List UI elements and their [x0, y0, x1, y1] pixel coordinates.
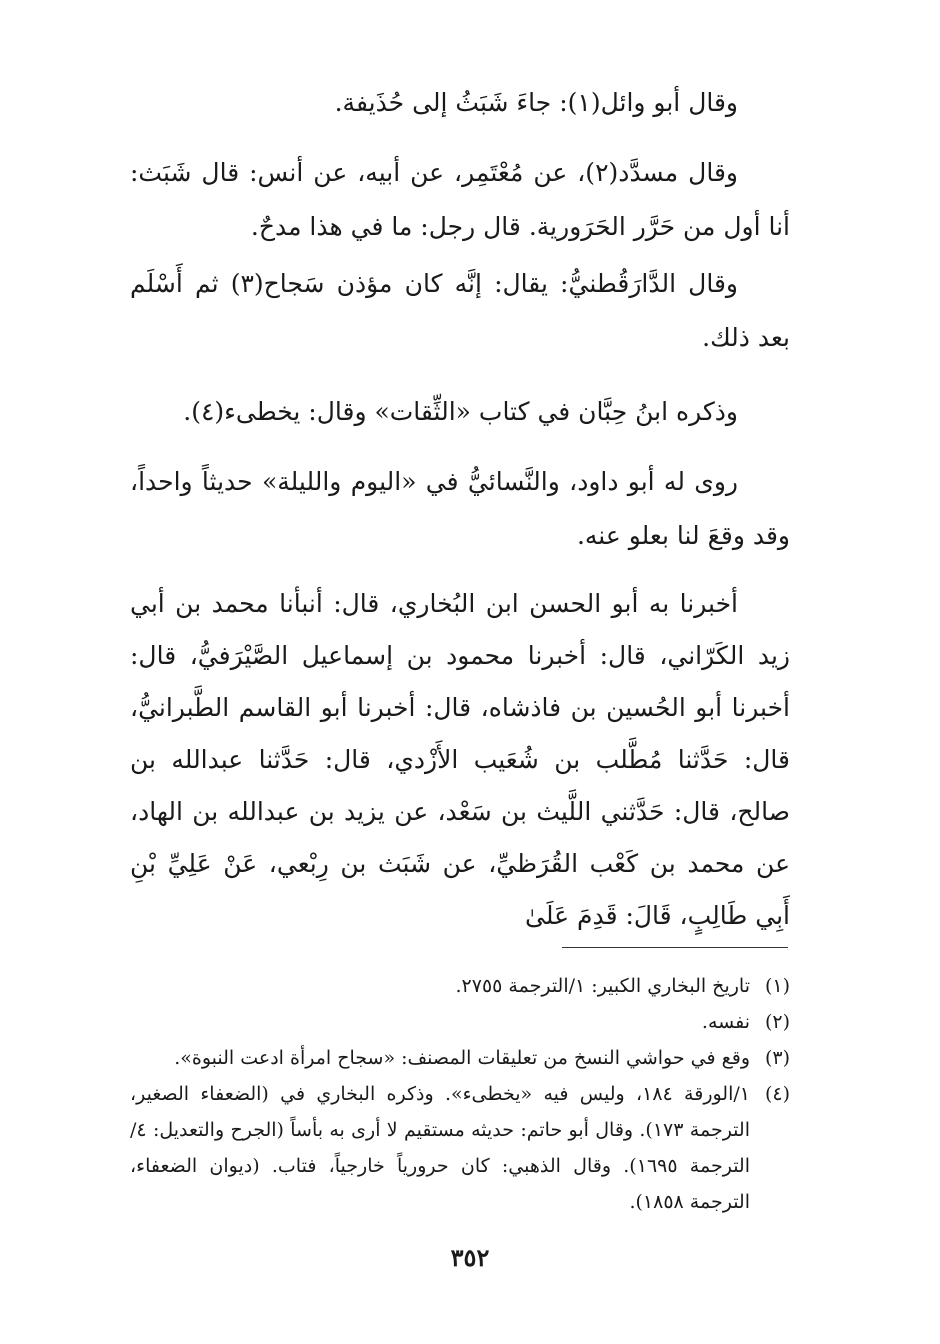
paragraph-riwaya: روى له أبو داود، والنَّسائيُّ في «اليوم والليلة» حديثاً واحداً، وقد وقعَ لنا بعلو عنه. — [130, 467, 790, 550]
paragraph-isnad: أخبرنا به أبو الحسن ابن البُخاري، قال: أنبأنا محمد بن أبي زيد الكَرّاني، قال: أخبرنا محمود بن إسماعيل الصَّيْرَفيُّ، قال: أخبرنا أبو الحُسين بن فاذشاه، قال: أخبرنا أبو القاسم الطَّبرانيُّ، قال: حَدَّثنا مُطَّلب بن شُعَيب الأَزْدي، قال: حَدَّثنا عبدالله بن صالح، قال: حَدَّثني اللَّيث بن سَعْد، عن يزيد بن عبدالله بن الهاد، عن محمد بن كَعْب القُرَظيِّ، عن شَبَث بن رِبْعي، عَنْ عَلِيِّ بْنِ أَبِي طَالِبٍ، قَالَ: قَدِمَ عَلَىٰ — [130, 589, 790, 930]
footnote-4 — [130, 1076, 790, 1220]
footnote-text: نفسه. — [701, 1011, 750, 1033]
footnote-text: تاريخ البخاري الكبير: ١/الترجمة ٢٧٥٥. — [455, 975, 750, 997]
footnotes — [130, 968, 790, 1220]
footnote-3 — [130, 1040, 790, 1076]
footnote-text: وقع في حواشي النسخ من تعليقات المصنف: «سجاح امرأة ادعت النبوة». — [174, 1047, 750, 1069]
footnote-text: ١/الورقة ١٨٤، وليس فيه «يخطىء». وذكره البخاري في (الضعفاء الصغير، الترجمة ١٧٣). وقال أبو حاتم: حديثه مستقيم لا أرى به بأساً (الجرح والتعديل: ٤/الترجمة ١٦٩٥). وقال الذهبي: كان حرورياً خارجياً، فتاب. (ديوان الضعفاء، الترجمة ١٨٥٨). — [130, 1083, 751, 1213]
footnote-number: (٢) — [764, 1011, 790, 1033]
footnote-separator — [562, 947, 788, 948]
footnote-number: (١) — [764, 975, 790, 997]
footnote-1 — [130, 968, 790, 1004]
footnote-number: (٣) — [764, 1047, 790, 1069]
footnote-number: (٤) — [764, 1083, 790, 1105]
paragraph-ibn-hibban: وذكره ابنُ حِبَّان في كتاب «الثِّقات» وقال: يخطىء(٤). — [183, 397, 738, 426]
paragraph-daraqutni: وقال الدَّارَقُطنيُّ: يقال: إنَّه كان مؤذن سَجاح(٣) ثم أَسْلَم بعد ذلك. — [130, 269, 790, 352]
paragraph-musaddad: وقال مسدَّد(٢)، عن مُعْتَمِر، عن أبيه، عن أنس: قال شَبَث: أنا أول من حَرَّر الحَرَورية. قال رجل: ما في هذا مدحٌ. — [130, 158, 790, 241]
page-number: ٣٥٢ — [450, 1243, 490, 1272]
footnote-2 — [130, 1004, 790, 1040]
paragraph-abu-wail: وقال أبو وائل(١): جاءَ شَبَثُ إلى حُذَيفة. — [334, 88, 738, 117]
